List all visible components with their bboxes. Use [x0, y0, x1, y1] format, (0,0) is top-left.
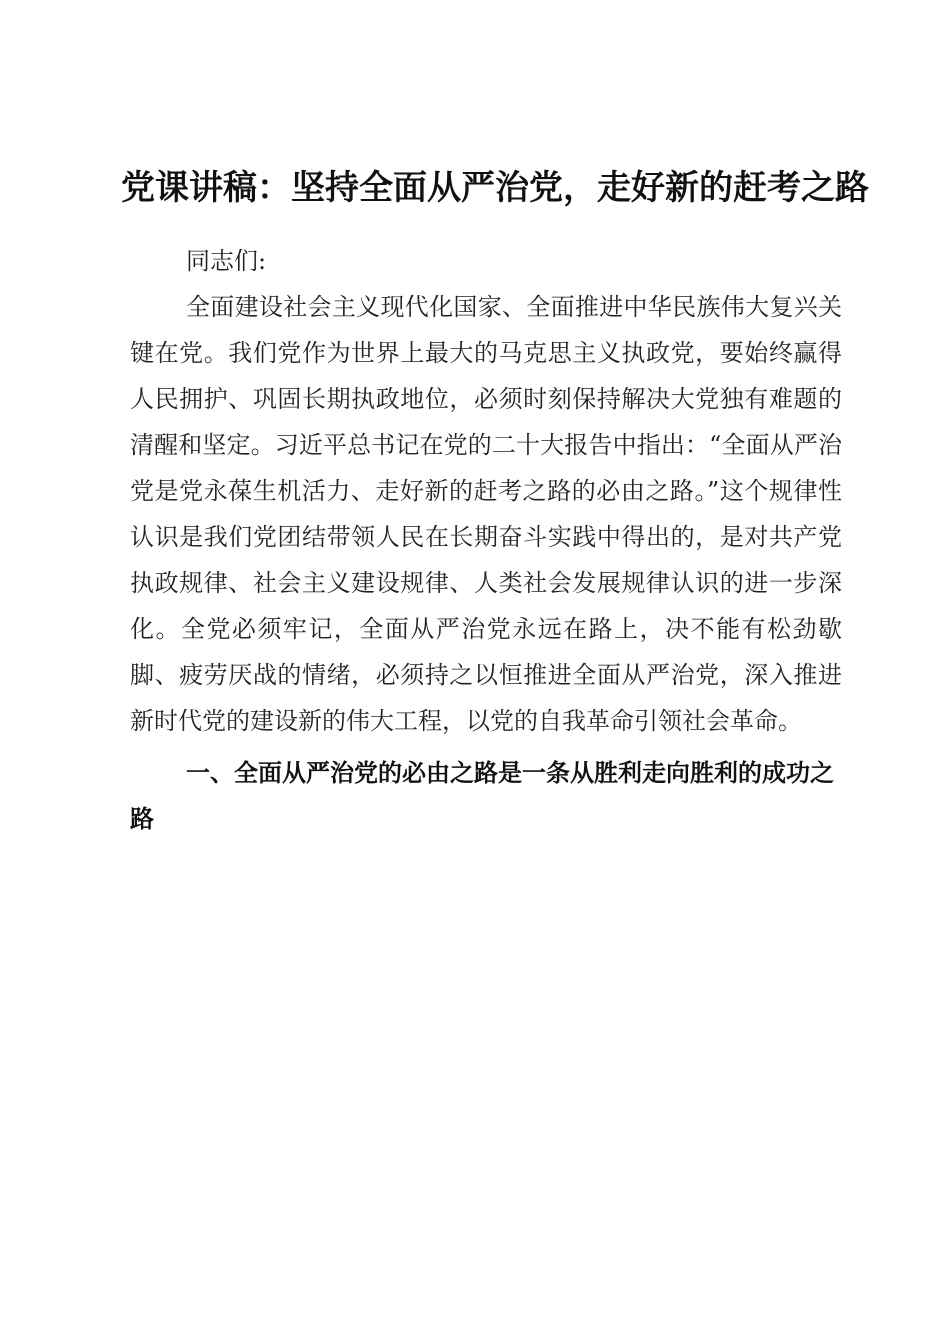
document-body [130, 238, 842, 842]
body-paragraph: 全面建设社会主义现代化国家、全面推进中华民族伟大复兴关键在党。我们党作为世界上最大的马克思主义执政党，要始终赢得人民拥护、巩固长期执政地位，必须时刻保持解决大党独有难题的清醒和坚定。习近平总书记在党的二十大报告中指出：“全面从严治党是党永葆生机活力、走好新的赶考之路的必由之路。”这个规律性认识是我们党团结带领人民在长期奋斗实践中得出的，是对共产党执政规律、社会主义建设规律、人类社会发展规律认识的进一步深化。全党必须牢记，全面从严治党永远在路上，决不能有松劲歇脚、疲劳厌战的情绪，必须持之以恒推进全面从严治党，深入推进新时代党的建设新的伟大工程，以党的自我革命引领社会革命。 [130, 293, 842, 735]
section-heading: 一、全面从严治党的必由之路是一条从胜利走向胜利的成功之路 [130, 759, 834, 833]
salutation: 同志们: [186, 247, 267, 275]
document-title: 党课讲稿：坚持全面从严治党，走好新的赶考之路 [121, 168, 869, 208]
